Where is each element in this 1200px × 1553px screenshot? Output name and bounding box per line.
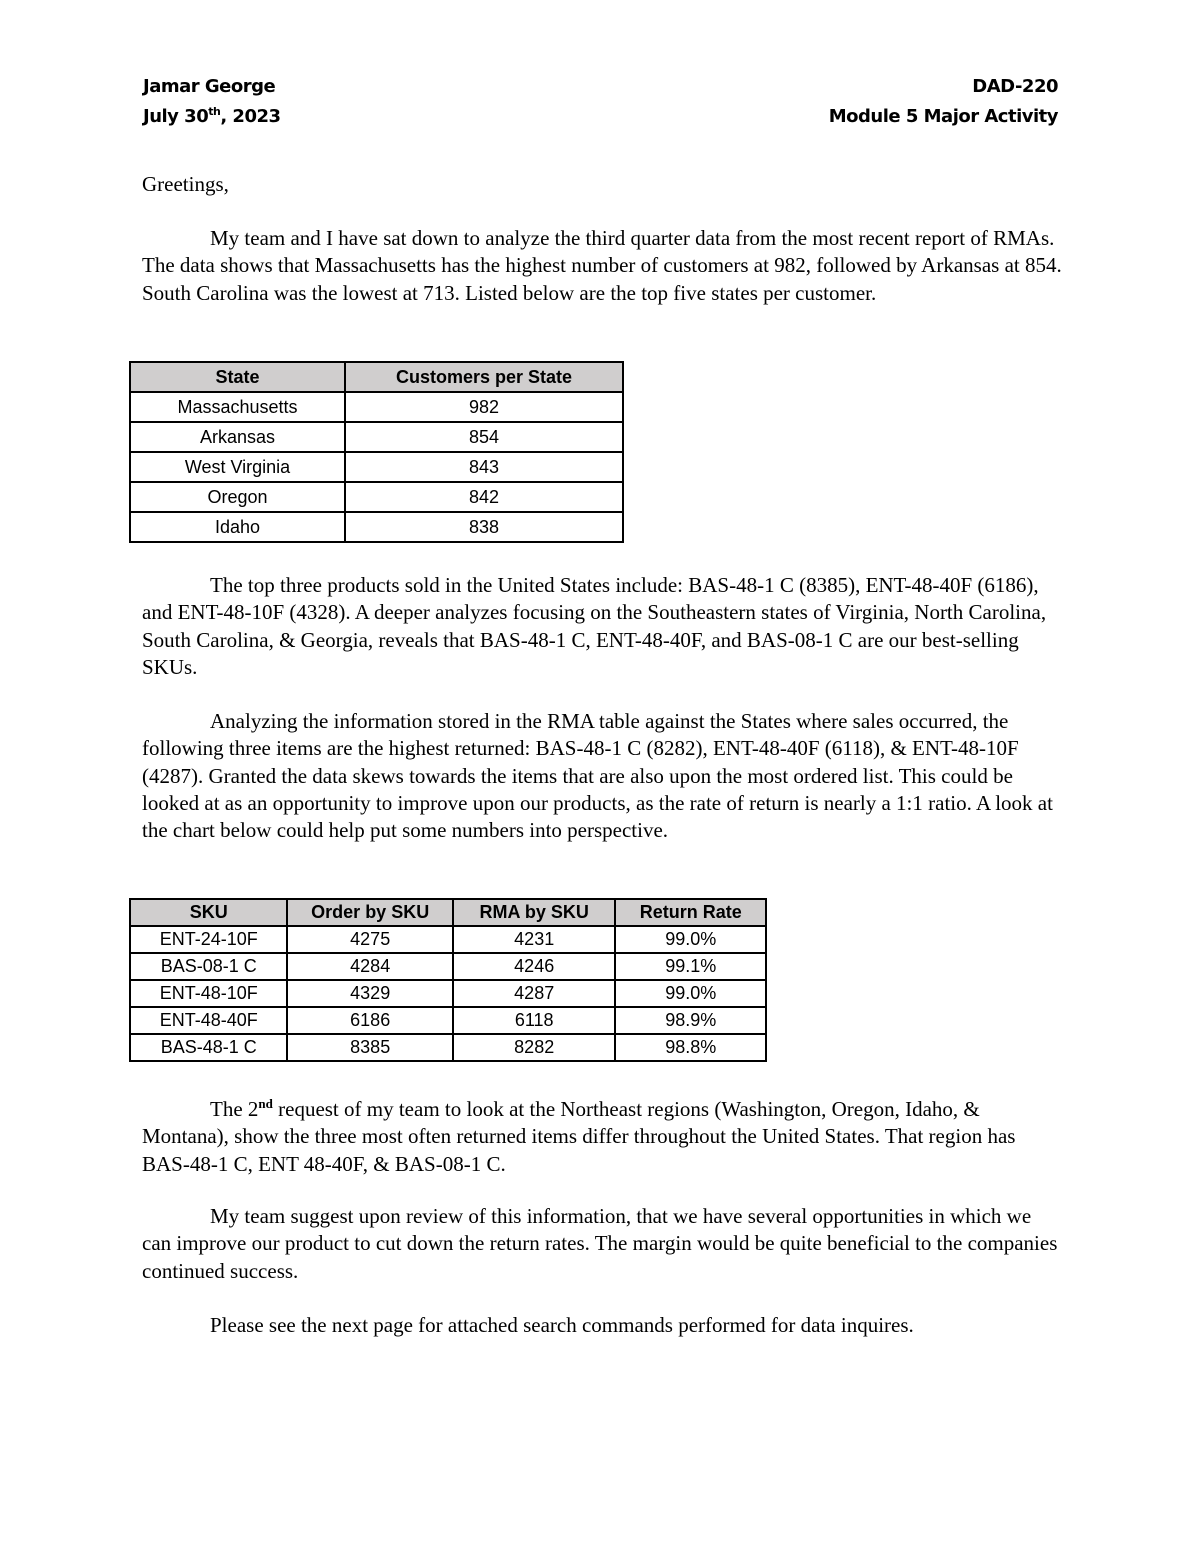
table-cell: BAS-48-1 C xyxy=(130,1034,287,1061)
table-cell: 99.0% xyxy=(615,926,766,953)
table-cell: Massachusetts xyxy=(130,392,345,422)
table-row xyxy=(130,980,766,1007)
paragraph-next-page: Please see the next page for attached search commands performed for data inquires. xyxy=(210,1313,914,1337)
table-cell: 854 xyxy=(345,422,623,452)
table-cell: 4275 xyxy=(287,926,453,953)
table-header-cell: Customers per State xyxy=(345,362,623,392)
paragraph-top-products: The top three products sold in the United States include: BAS-48-1 C (8385), ENT-48-40F (6186), and ENT-48-10F (4328). A deeper analyzes focusing on the Southeastern states of Virginia, North Carolina, South Carolina, & Georgia, reveals that BAS-48-1 C, ENT-48-40F, and BAS-08-1 C are our best-selling SKUs. xyxy=(142,573,1047,679)
table-cell: 842 xyxy=(345,482,623,512)
table-cell: 8282 xyxy=(453,1034,615,1061)
table-row xyxy=(130,392,623,422)
table-cell: Arkansas xyxy=(130,422,345,452)
header-left xyxy=(143,72,281,132)
table-cell: 98.9% xyxy=(615,1007,766,1034)
table-cell: 98.8% xyxy=(615,1034,766,1061)
header-right xyxy=(829,72,1058,132)
table-cell: ENT-24-10F xyxy=(130,926,287,953)
table-cell: ENT-48-10F xyxy=(130,980,287,1007)
table-header-cell: SKU xyxy=(130,899,287,926)
table-cell: 4329 xyxy=(287,980,453,1007)
table-row xyxy=(130,1034,766,1061)
paragraph-customers: My team and I have sat down to analyze the third quarter data from the most recent report of RMAs. The data shows that Massachusetts has the highest number of customers at 982, followed by Arkansas at 854. South Carolina was the lowest at 713. Listed below are the top five states per customer. xyxy=(142,226,1062,305)
table-cell: Idaho xyxy=(130,512,345,542)
table-row xyxy=(130,482,623,512)
table-row xyxy=(130,422,623,452)
table-cell: 843 xyxy=(345,452,623,482)
table-row xyxy=(130,1007,766,1034)
table-cell: 838 xyxy=(345,512,623,542)
document-date: July 30th, 2023 xyxy=(143,105,281,127)
table-row xyxy=(130,452,623,482)
table-row xyxy=(130,926,766,953)
table-cell: 4231 xyxy=(453,926,615,953)
table-header-cell: Return Rate xyxy=(615,899,766,926)
table-cell: 6118 xyxy=(453,1007,615,1034)
table-header-cell: RMA by SKU xyxy=(453,899,615,926)
greeting: Greetings, xyxy=(142,172,229,196)
table-cell: 8385 xyxy=(287,1034,453,1061)
table-row xyxy=(130,512,623,542)
course-code: DAD-220 xyxy=(972,76,1058,97)
table-cell: 4246 xyxy=(453,953,615,980)
author-name: Jamar George xyxy=(143,76,276,97)
table-header-row xyxy=(130,362,623,392)
table-row xyxy=(130,953,766,980)
table-cell: 982 xyxy=(345,392,623,422)
table-header-cell: State xyxy=(130,362,345,392)
table-cell: BAS-08-1 C xyxy=(130,953,287,980)
table-cell: ENT-48-40F xyxy=(130,1007,287,1034)
table-cell: Oregon xyxy=(130,482,345,512)
table-cell: 99.1% xyxy=(615,953,766,980)
table-cell: 4284 xyxy=(287,953,453,980)
paragraph-northeast: The 2nd request of my team to look at the Northeast regions (Washington, Oregon, Idaho, & Montana), show the three most often returned items differ throughout the United States. That region has BAS-48-1 C, ENT 48-40F, & BAS-08-1 C. xyxy=(142,1096,1016,1176)
table-cell: 6186 xyxy=(287,1007,453,1034)
sku-return-rate-table xyxy=(129,898,767,1062)
table-cell: 99.0% xyxy=(615,980,766,1007)
table-cell: 4287 xyxy=(453,980,615,1007)
table-cell: West Virginia xyxy=(130,452,345,482)
paragraph-suggestion: My team suggest upon review of this information, that we have several opportunities in which we can improve our product to cut down the return rates. The margin would be quite beneficial to the companies continued success. xyxy=(142,1204,1058,1283)
table-header-row xyxy=(130,899,766,926)
paragraph-returns: Analyzing the information stored in the RMA table against the States where sales occurred, the following three items are the highest returned: BAS-48-1 C (8282), ENT-48-40F (6118), & ENT-48-10F (4287). Granted the data skews towards the items that are also upon the most ordered list. This could be looked at as an opportunity to improve upon our products, as the rate of return is nearly a 1:1 ratio. A look at the chart below could help put some numbers into perspective. xyxy=(142,709,1053,843)
customers-per-state-table xyxy=(129,361,624,543)
table-header-cell: Order by SKU xyxy=(287,899,453,926)
assignment-title: Module 5 Major Activity xyxy=(828,106,1058,127)
